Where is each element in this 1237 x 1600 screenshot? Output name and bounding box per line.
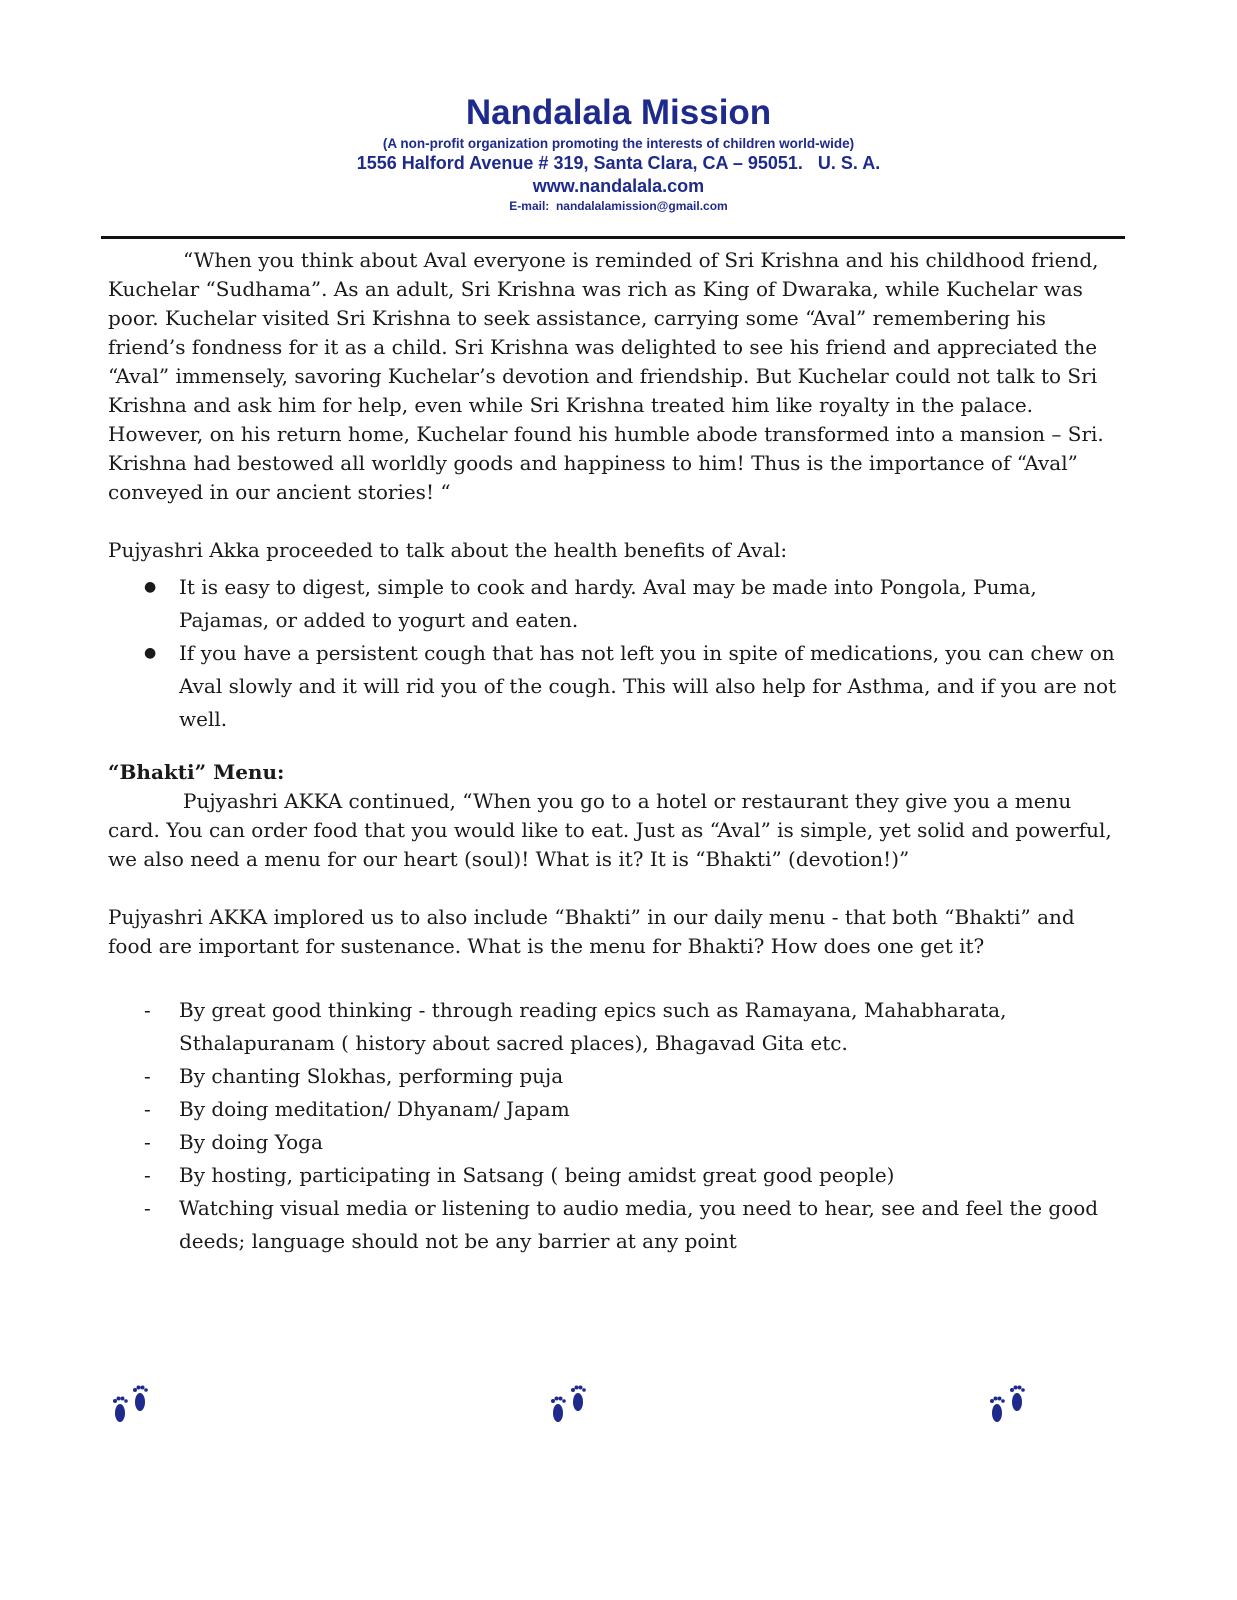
bhakti-menu-list [108, 994, 1120, 1258]
list-item: - By chanting Slokhas, performing puja [144, 1064, 564, 1088]
list-item: ● If you have a persistent cough that has not left you in spite of medications, you can chew on Aval slowly and it will rid you of the cough. This will also help for Asthma, and if you are not well. [108, 637, 1120, 736]
organization-website[interactable]: www.nandalala.com [532, 176, 705, 196]
organization-email[interactable]: E-mail: nandalalamission@gmail.com [509, 199, 728, 213]
footprints-icon [984, 1380, 1032, 1428]
list-item: - Watching visual media or listening to audio media, you need to hear, see and feel the good deeds; language should not be any barrier at any point [144, 1196, 1099, 1253]
document-body [108, 246, 1120, 1258]
list-item: ● It is easy to digest, simple to cook and hardy. Aval may be made into Pongola, Puma, Pajamas, or added to yogurt and eaten. [108, 571, 1120, 637]
intro-paragraph: “When you think about Aval everyone is reminded of Sri Krishna and his childhood friend, Kuchelar “Sudhama”. As an adult, Sri Krishna was rich as King of Dwaraka, while Kuchelar was poor. Kuchelar visited Sri Krishna to seek assistance, carrying some “Aval” remembering his friend’s fondness for it as a child. Sri Krishna was delighted to see his friend and appreciated the “Aval” immensely, savoring Kuchelar’s devotion and friendship. But Kuchelar could not talk to Sri Krishna and ask him for help, even while Sri Krishna treated him like royalty in the palace. However, on his return home, Kuchelar found his humble abode transformed into a mansion – Sri. Krishna had bestowed all worldly goods and happiness to him! Thus is the importance of “Aval” conveyed in our ancient stories! “ [108, 248, 1104, 504]
list-item: - By doing meditation/ Dhyanam/ Japam [144, 1097, 570, 1121]
list-item: - By hosting, participating in Satsang ( being amidst great good people) [144, 1163, 895, 1187]
benefits-list [108, 571, 1120, 736]
organization-address: 1556 Halford Avenue # 319, Santa Clara, CA – 95051. U. S. A. [356, 153, 881, 173]
footprints-icon [545, 1380, 593, 1428]
bullet-icon: ● [144, 645, 157, 661]
list-item: - By great good thinking - through reading epics such as Ramayana, Mahabharata, Sthalapuranam ( history about sacred places), Bhagavad Gita etc. [144, 998, 1007, 1055]
benefits-intro: Pujyashri Akka proceeded to talk about the health benefits of Aval: [108, 538, 788, 562]
bullet-icon: ● [144, 579, 157, 595]
bhakti-heading: “Bhakti” Menu: [108, 760, 285, 784]
organization-name: Nandalala Mission [465, 93, 772, 132]
footprints-icon [107, 1380, 155, 1428]
letterhead [0, 92, 1237, 215]
bhakti-paragraph: Pujyashri AKKA continued, “When you go to a hotel or restaurant they give you a menu card. You can order food that you would like to eat. Just as “Aval” is simple, yet solid and powerful, we also need a menu for our heart (soul)! What is it? It is “Bhakti” (devotion!)” [108, 789, 1112, 871]
list-item: - By doing Yoga [144, 1130, 323, 1154]
organization-tagline: (A non-profit organization promoting the interests of children world-wide) [382, 136, 855, 151]
header-divider [101, 236, 1125, 239]
implore-paragraph: Pujyashri AKKA implored us to also include “Bhakti” in our daily menu - that both “Bhakti” and food are important for sustenance. What is the menu for Bhakti? How does one get it? [108, 905, 1075, 958]
